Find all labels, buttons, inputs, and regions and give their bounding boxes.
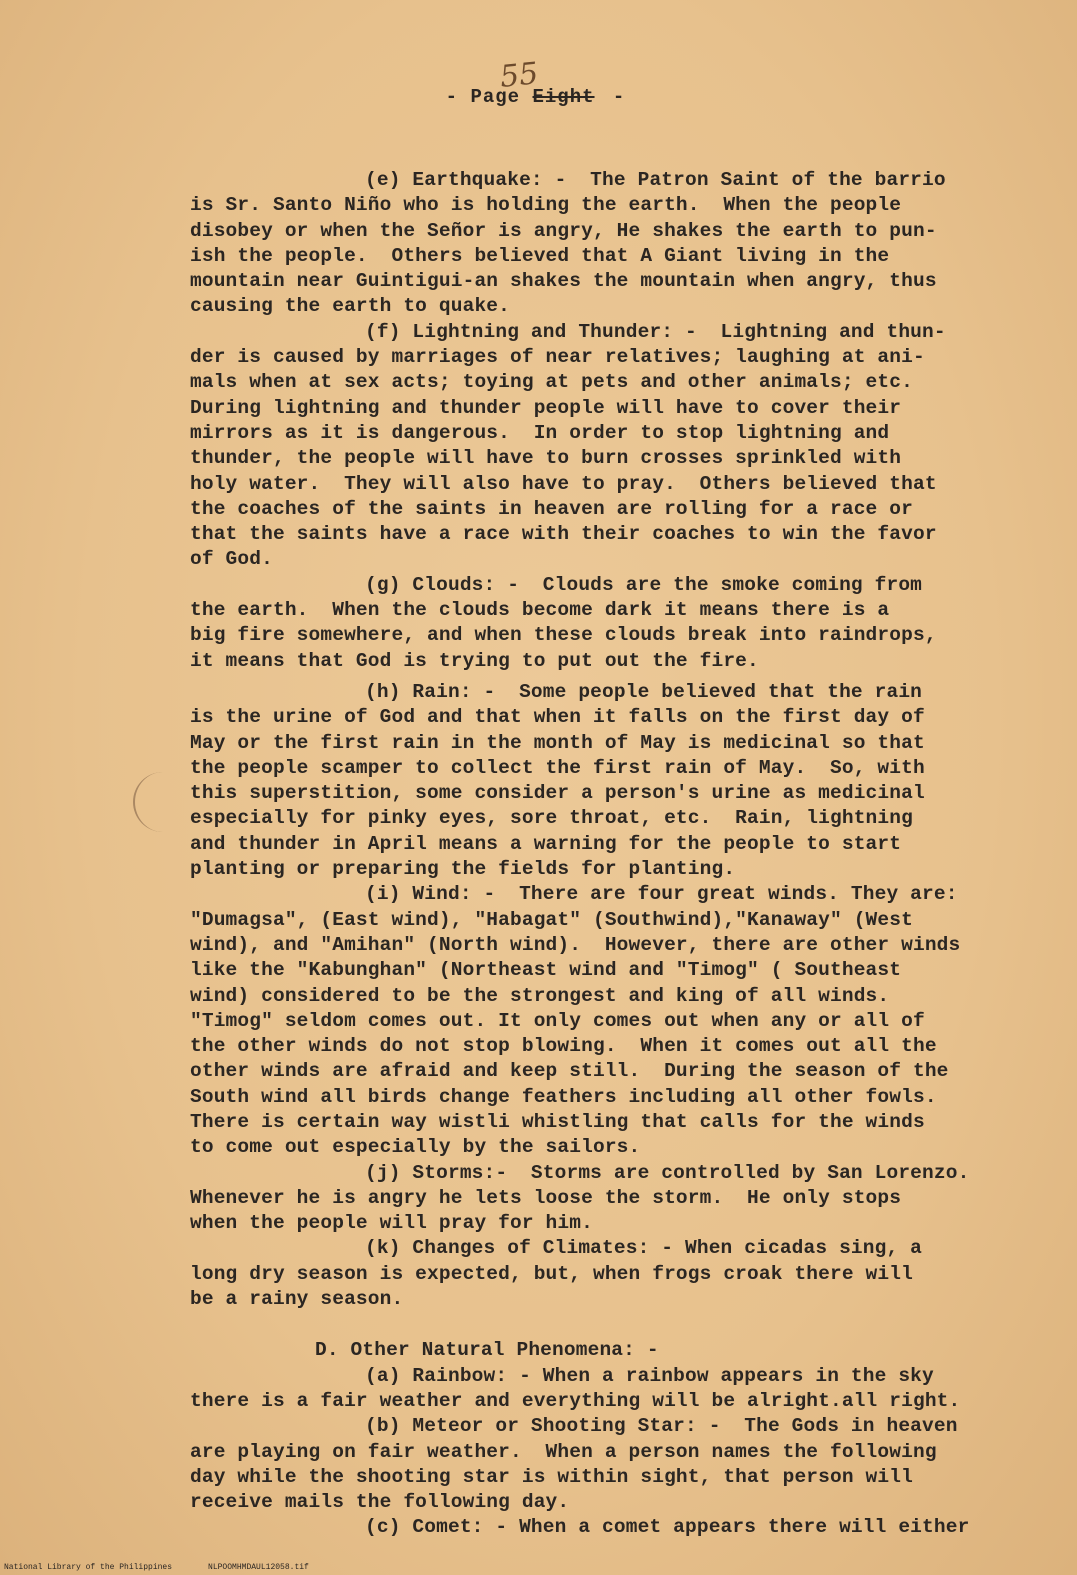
struck-page-word: Eight: [532, 86, 595, 108]
text-line: and thunder in April means a warning for the people to start: [190, 832, 902, 855]
text-line: are playing on fair weather. When a person names the following: [190, 1440, 937, 1463]
text-line: long dry season is expected, but, when frogs croak there will: [190, 1262, 913, 1285]
text-line: (g) Clouds: - Clouds are the smoke coming from: [365, 573, 923, 596]
text-line: (a) Rainbow: - When a rainbow appears in the sky: [365, 1364, 934, 1387]
text-line: There is certain way wistli whistling that calls for the winds: [190, 1110, 925, 1133]
text-line: Whenever he is angry he lets loose the storm. He only stops: [190, 1186, 902, 1209]
text-line: there is a fair weather and everything will be alright.all right.: [190, 1389, 961, 1412]
text-line: (c) Comet: - When a comet appears there will either: [365, 1516, 970, 1539]
text-line: that the saints have a race with their coaches to win the favor: [190, 523, 937, 546]
document-body: [190, 168, 1040, 1541]
text-line: (f) Lightning and Thunder: - Lightning and thun-: [365, 320, 946, 343]
text-line: the people scamper to collect the first rain of May. So, with: [190, 756, 925, 779]
scan-footer: [4, 1563, 345, 1572]
text-line: "Timog" seldom comes out. It only comes out when any or all of: [190, 1009, 925, 1032]
text-line: D. Other Natural Phenomena: -: [315, 1339, 659, 1362]
text-line: holy water. They will also have to pray. Others believed that: [190, 472, 937, 495]
page-suffix: -: [612, 86, 626, 108]
text-line: like the "Kabunghan" (Northeast wind and "Timog" ( Southeast: [190, 959, 902, 982]
text-line: to come out especially by the sailors.: [190, 1136, 641, 1159]
text-line: the coaches of the saints in heaven are rolling for a race or: [190, 497, 913, 520]
text-line: big fire somewhere, and when these clouds break into raindrops,: [190, 624, 937, 647]
text-line: mals when at sex acts; toying at pets and other animals; etc.: [190, 371, 913, 394]
text-line: other winds are afraid and keep still. During the season of the: [190, 1060, 949, 1083]
text-line: thunder, the people will have to burn crosses sprinkled with: [190, 447, 902, 470]
text-line: when the people will pray for him.: [190, 1212, 593, 1235]
page-prefix: - Page: [445, 86, 521, 108]
text-line: ish the people. Others believed that A Giant living in the: [190, 244, 890, 267]
text-line: especially for pinky eyes, sore throat, etc. Rain, lightning: [190, 807, 913, 830]
text-line: the other winds do not stop blowing. When it comes out all the: [190, 1035, 937, 1058]
text-line: receive mails the following day.: [190, 1491, 570, 1514]
text-line: it means that God is trying to put out the fire.: [190, 649, 759, 672]
text-line: (e) Earthquake: - The Patron Saint of the barrio: [365, 169, 946, 191]
page-header: [0, 86, 1077, 108]
text-line: is Sr. Santo Niño who is holding the earth. When the people: [190, 194, 902, 217]
text-line: wind) considered to be the strongest and king of all winds.: [190, 984, 890, 1007]
text-line: May or the first rain in the month of May is medicinal so that: [190, 731, 925, 754]
text-line: (h) Rain: - Some people believed that the rain: [365, 680, 923, 703]
text-line: disobey or when the Señor is angry, He shakes the earth to pun-: [190, 219, 937, 242]
text-line: (k) Changes of Climates: - When cicadas sing, a: [365, 1237, 923, 1260]
footer-file: NLPOOMHMDAUL12058.tif: [208, 1563, 309, 1572]
text-line: mountain near Guintigui-an shakes the mountain when angry, thus: [190, 270, 937, 293]
text-line: the earth. When the clouds become dark it means there is a: [190, 599, 890, 622]
text-line: this superstition, some consider a person's urine as medicinal: [190, 782, 925, 805]
text-line: wind), and "Amihan" (North wind). However, there are other winds: [190, 933, 961, 956]
text-line: causing the earth to quake.: [190, 295, 511, 318]
text-line: (j) Storms:- Storms are controlled by San Lorenzo.: [365, 1161, 970, 1184]
text-line: day while the shooting star is within sight, that person will: [190, 1465, 913, 1488]
text-line: planting or preparing the fields for planting.: [190, 858, 736, 881]
text-line: During lightning and thunder people will have to cover their: [190, 396, 902, 419]
text-line: South wind all birds change feathers including all other fowls.: [190, 1085, 937, 1108]
text-line: (b) Meteor or Shooting Star: - The Gods in heaven: [365, 1415, 958, 1438]
footer-library: National Library of the Philippines: [4, 1563, 173, 1572]
text-line: is the urine of God and that when it falls on the first day of: [190, 706, 925, 729]
text-line: be a rainy season.: [190, 1288, 404, 1311]
text-line: der is caused by marriages of near relatives; laughing at ani-: [190, 346, 925, 369]
text-line: mirrors as it is dangerous. In order to stop lightning and: [190, 421, 890, 444]
text-line: (i) Wind: - There are four great winds. They are:: [365, 883, 958, 906]
text-line: "Dumagsa", (East wind), "Habagat" (Southwind),"Kanaway" (West: [190, 908, 913, 931]
text-line: of God.: [190, 548, 273, 571]
handwritten-page-number: 55: [498, 56, 540, 95]
